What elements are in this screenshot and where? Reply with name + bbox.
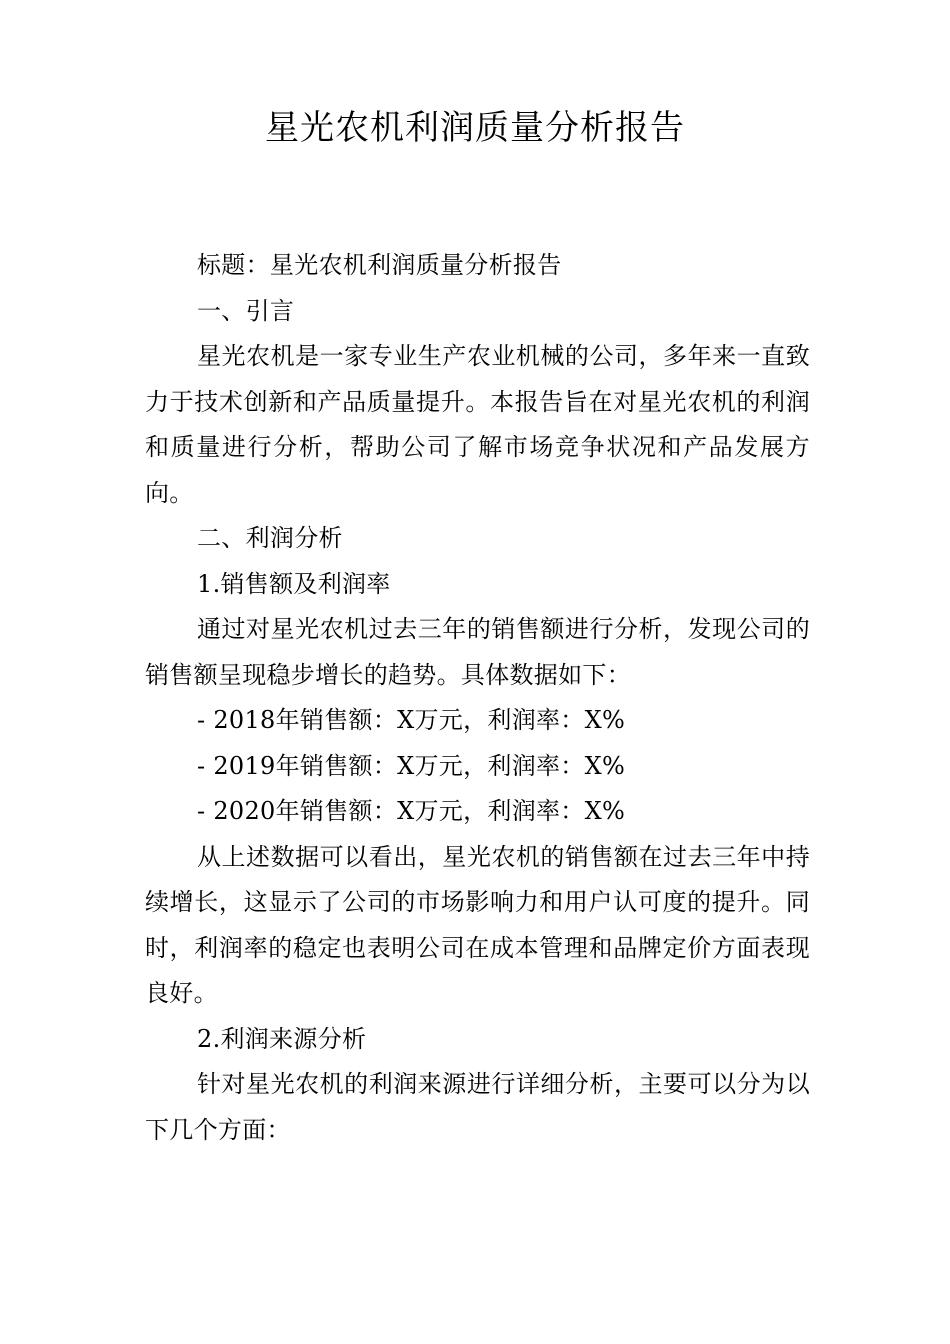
sales-conclusion-paragraph: 从上述数据可以看出，星光农机的销售额在过去三年中持续增长，这显示了公司的市场影响力和用户认可度的提升。同时，利润率的稳定也表明公司在成本管理和品牌定价方面表现良好。 xyxy=(145,842,810,1007)
section-heading-profit-analysis: 二、利润分析 xyxy=(197,524,343,552)
profit-sources-paragraph: 针对星光农机的利润来源进行详细分析，主要可以分为以下几个方面： xyxy=(145,1070,810,1144)
document-title: 星光农机利润质量分析报告 xyxy=(265,108,685,148)
subsection-heading-sales-profit-rate: 1.销售额及利润率 xyxy=(197,569,391,598)
section-heading-introduction: 一、引言 xyxy=(197,296,295,325)
list-item-2018: - 2018年销售额：X万元，利润率：X% xyxy=(197,706,626,734)
list-item-2019: - 2019年销售额：X万元，利润率：X% xyxy=(197,751,626,780)
document-body xyxy=(145,243,810,1153)
sales-analysis-paragraph: 通过对星光农机过去三年的销售额进行分析，发现公司的销售额呈现稳步增长的趋势。具体数据如下： xyxy=(145,615,810,689)
subsection-heading-profit-sources: 2.利润来源分析 xyxy=(197,1024,367,1053)
list-item-2020: - 2020年销售额：X万元，利润率：X% xyxy=(197,797,626,825)
introduction-paragraph: 星光农机是一家专业生产农业机械的公司，多年来一直致力于技术创新和产品质量提升。本报告旨在对星光农机的利润和质量进行分析，帮助公司了解市场竞争状况和产品发展方向。 xyxy=(145,342,810,507)
subject-line: 标题：星光农机利润质量分析报告 xyxy=(197,251,562,279)
